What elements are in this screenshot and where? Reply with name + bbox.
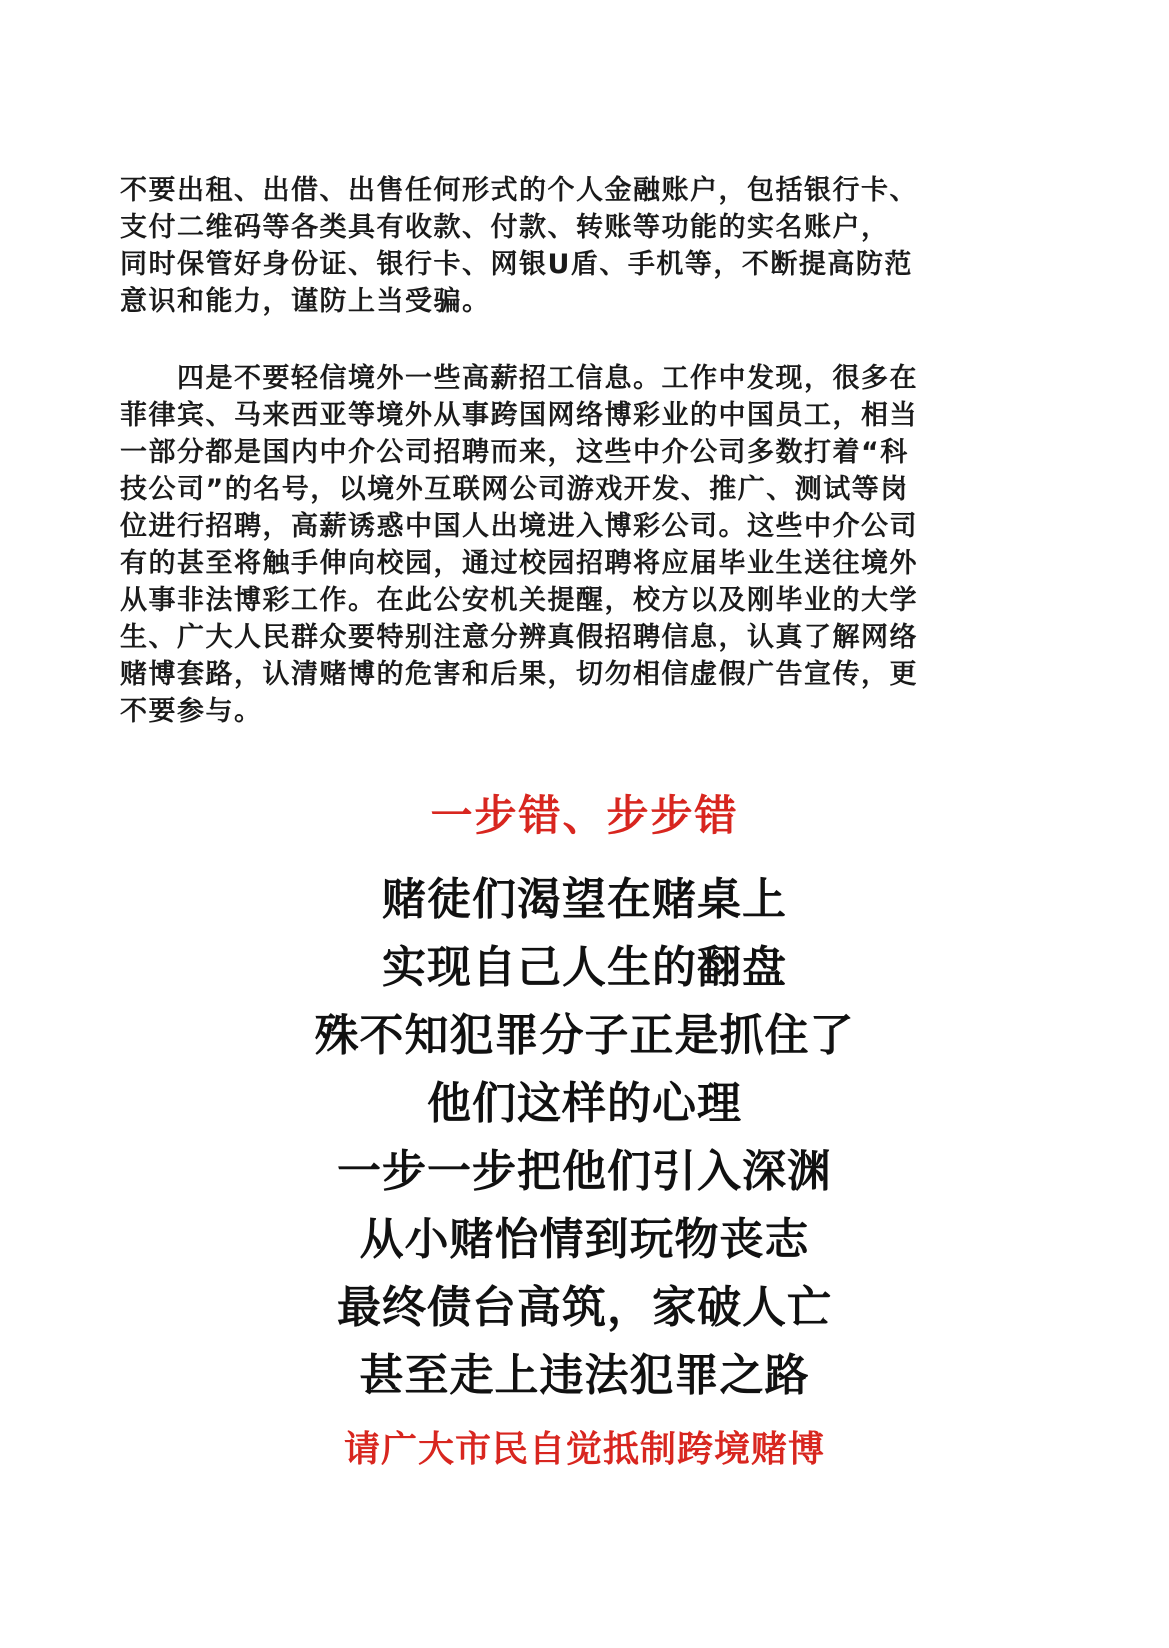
text-line: 赌博套路，认清赌博的危害和后果，切勿相信虚假广告宣传，更 xyxy=(120,659,918,690)
poem-line: 甚至走上违法犯罪之路 xyxy=(359,1350,810,1401)
text-line: 技公司”的名号，以境外互联网公司游戏开发、推广、测试等岗 xyxy=(120,474,909,505)
text-line: 意识和能力，谨防上当受骗。 xyxy=(120,286,491,317)
poem-line: 他们这样的心理 xyxy=(427,1078,742,1129)
text-line: 不要出租、出借、出售任何形式的个人金融账户，包括银行卡、 xyxy=(120,175,918,206)
text-line: 位进行招聘，高薪诱惑中国人出境进入博彩公司。这些中介公司 xyxy=(120,511,918,542)
text-line: 一部分都是国内中介公司招聘而来，这些中介公司多数打着“科 xyxy=(120,437,909,468)
text-line: 四是不要轻信境外一些高薪招工信息。工作中发现，很多在 xyxy=(120,363,918,394)
text-line: 从事非法博彩工作。在此公安机关提醒，校方以及刚毕业的大学 xyxy=(120,585,918,616)
poem-line: 殊不知犯罪分子正是抓住了 xyxy=(314,1010,855,1061)
poem-line: 一步一步把他们引入深渊 xyxy=(337,1146,832,1197)
slogan-heading: 一步错、步步错 xyxy=(430,791,739,840)
text-line: 同时保管好身份证、银行卡、网银U盾、手机等，不断提高防范 xyxy=(120,249,913,280)
appeal-slogan: 请广大市民自觉抵制跨境赌博 xyxy=(343,1428,825,1470)
poem-line: 赌徒们渴望在赌桌上 xyxy=(382,874,787,925)
text-line: 支付二维码等各类具有收款、付款、转账等功能的实名账户， xyxy=(120,212,890,243)
poem-line: 最终债台高筑，家破人亡 xyxy=(337,1282,832,1333)
text-line: 生、广大人民群众要特别注意分辨真假招聘信息，认真了解网络 xyxy=(120,622,918,653)
text-line: 有的甚至将触手伸向校园，通过校园招聘将应届毕业生送往境外 xyxy=(120,548,918,579)
paragraph-account-warning xyxy=(120,172,1060,320)
text-line: 菲律宾、马来西亚等境外从事跨国网络博彩业的中国员工，相当 xyxy=(120,400,918,431)
text-line: 不要参与。 xyxy=(120,696,263,727)
poem-line: 实现自己人生的翻盘 xyxy=(382,942,787,993)
poem-line: 从小赌怡情到玩物丧志 xyxy=(359,1214,810,1265)
poem-block xyxy=(0,866,1169,1410)
paragraph-recruitment-warning xyxy=(120,360,1060,730)
